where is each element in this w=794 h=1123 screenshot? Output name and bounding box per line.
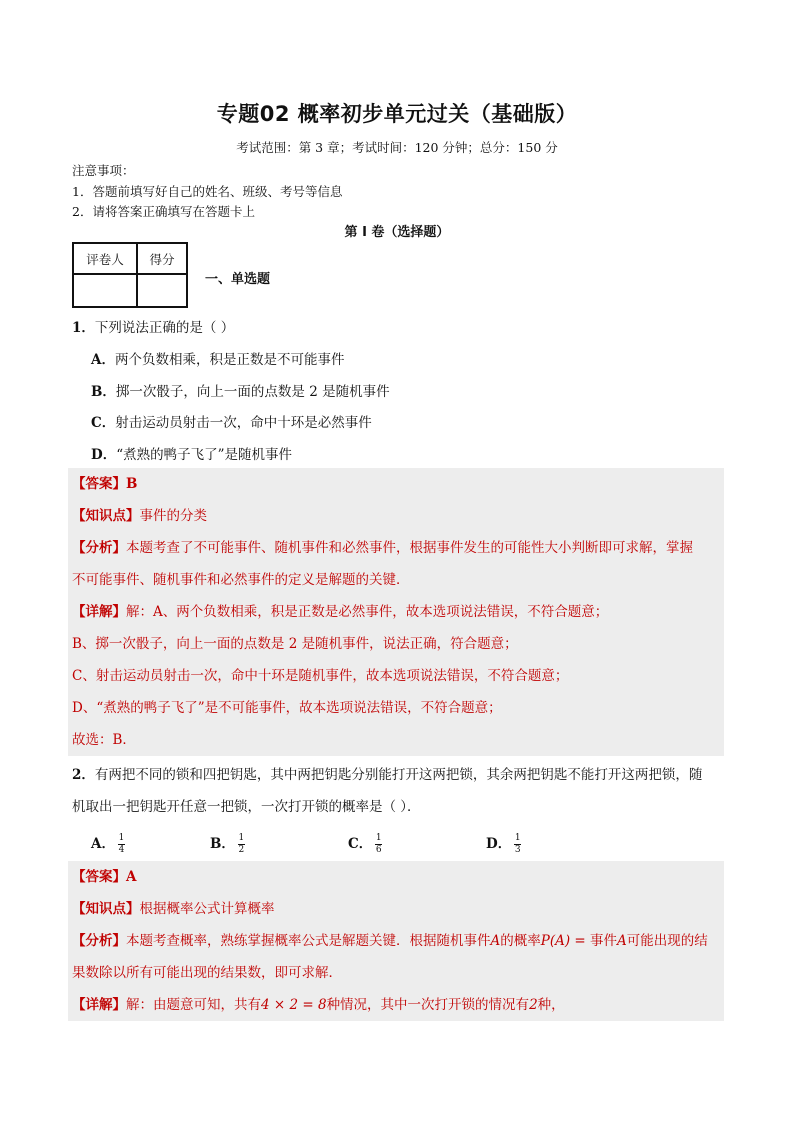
option-label: B． <box>91 384 116 400</box>
question-number: 2． <box>72 767 95 783</box>
option-text: 掷一次骰子，向上一面的点数是 2 是随机事件 <box>115 384 390 400</box>
answer-value: A <box>126 869 137 885</box>
analysis-text: 事件 <box>590 933 618 949</box>
q1-option-c <box>91 411 372 431</box>
answer-value: B <box>126 476 138 492</box>
exam-info: 考试范围：第 3 章；考试时间：120 分钟；总分：150 分 <box>236 140 558 155</box>
notes-heading: 注意事项： <box>72 163 135 178</box>
section-title: 一、单选题 <box>205 272 271 287</box>
detail-text: 种， <box>537 997 565 1013</box>
question-number: 1． <box>72 320 95 336</box>
fraction <box>238 834 245 855</box>
question-text: 有两把不同的锁和四把钥匙，其中两把钥匙分别能打开这两把锁，其余两把钥匙不能打开这两把锁，随 <box>94 767 703 783</box>
knowledge-tag: 【知识点】 <box>72 508 140 524</box>
numerator: 1 <box>238 833 245 843</box>
numerator: 1 <box>375 833 382 843</box>
detail-text: 解：由题意可知，共有 <box>126 997 261 1013</box>
denominator: 3 <box>514 845 521 855</box>
option-text: 两个负数相乘，积是正数是不可能事件 <box>114 352 345 368</box>
analysis-text: 本题考查概率，熟练掌握概率公式是解题关键．根据随机事件 <box>126 933 491 949</box>
analysis-line <box>68 532 724 564</box>
math-var: A <box>490 933 501 949</box>
q2-option-d <box>486 832 521 855</box>
q2-option-c <box>348 832 382 855</box>
q2-option-b <box>210 832 245 855</box>
analysis-line: 果数除以所有可能出现的结果数，即可求解． <box>72 965 342 981</box>
fraction <box>375 834 382 855</box>
analysis-text: 的概率 <box>500 933 541 949</box>
analysis-line: 不可能事件、随机事件和必然事件的定义是解题的关键． <box>72 572 410 588</box>
option-label: C． <box>91 415 116 431</box>
q1-option-b <box>91 380 390 400</box>
option-label: D． <box>91 447 117 463</box>
q2-option-a <box>91 832 125 855</box>
analysis-line <box>68 925 724 957</box>
knowledge-line <box>68 500 724 532</box>
option-text: 射击运动员射击一次，命中十环是必然事件 <box>115 415 372 431</box>
detail-line: D、“煮熟的鸭子飞了”是不可能事件，故本选项说法错误，不符合题意； <box>72 700 502 716</box>
detail-text: 种情况，其中一次打开锁的情况有 <box>326 997 530 1013</box>
question-2-stem-cont: 机取出一把钥匙开任意一把锁，一次打开锁的概率是（ ）． <box>72 799 421 815</box>
fraction <box>118 834 125 855</box>
detail-tag: 【详解】 <box>72 997 126 1013</box>
answer-line <box>68 468 724 500</box>
answer-tag: 【答案】 <box>72 869 126 885</box>
detail-tag: 【详解】 <box>72 604 126 620</box>
detail-line <box>68 596 724 628</box>
knowledge-line <box>68 893 724 925</box>
score-cell <box>137 274 187 307</box>
q1-option-a <box>91 348 344 368</box>
question-2-stem <box>72 763 702 783</box>
answer-line <box>68 861 724 893</box>
denominator: 6 <box>375 845 382 855</box>
numerator: 1 <box>514 833 521 843</box>
notes-item: 1．答题前填写好自己的姓名、班级、考号等信息 <box>72 183 343 199</box>
denominator: 2 <box>238 845 245 855</box>
option-label: A． <box>91 352 115 368</box>
answer-tag: 【答案】 <box>72 476 126 492</box>
page-title: 专题02 概率初步单元过关（基础版） <box>216 102 578 126</box>
math-var: A <box>617 933 627 949</box>
analysis-tag: 【分析】 <box>72 540 126 556</box>
numerator: 1 <box>118 833 125 843</box>
detail-text: 解：A、两个负数相乘，积是正数是必然事件，故本选项说法错误，不符合题意； <box>126 604 609 620</box>
score-header: 得分 <box>137 243 187 274</box>
detail-line <box>68 989 724 1021</box>
math-expr: 2 <box>529 997 538 1013</box>
detail-line: C、射击运动员射击一次，命中十环是随机事件，故本选项说法错误，不符合题意； <box>72 668 569 684</box>
denominator: 4 <box>118 845 125 855</box>
knowledge-text: 事件的分类 <box>139 508 207 524</box>
option-label: D． <box>486 836 512 852</box>
knowledge-tag: 【知识点】 <box>72 901 140 917</box>
option-label: B． <box>210 836 235 852</box>
option-text: “煮熟的鸭子飞了”是随机事件 <box>116 447 293 463</box>
fraction <box>514 834 521 855</box>
question-text: 下列说法正确的是（ ） <box>94 320 235 336</box>
grader-header: 评卷人 <box>73 243 137 274</box>
math-expr: P(A) = <box>540 933 591 949</box>
detail-line: B、掷一次骰子，向上一面的点数是 2 是随机事件，说法正确，符合题意； <box>72 636 518 652</box>
q2-solution-block <box>68 861 724 1021</box>
notes <box>72 161 342 223</box>
notes-item: 2．请将答案正确填写在答题卡上 <box>72 204 255 219</box>
math-expr: 4 × 2 = 8 <box>261 997 327 1013</box>
q1-solution-block <box>68 468 724 756</box>
volume-title: 第 I 卷（选择题） <box>344 225 450 240</box>
grader-table <box>72 242 188 308</box>
analysis-text: 本题考查了不可能事件、随机事件和必然事件，根据事件发生的可能性大小判断即可求解，掌握 <box>126 540 693 556</box>
option-label: C． <box>348 836 373 852</box>
question-1-stem <box>72 316 234 336</box>
option-label: A． <box>91 836 115 852</box>
q1-option-d <box>91 443 292 463</box>
detail-line: 故选：B． <box>72 732 136 748</box>
knowledge-text: 根据概率公式计算概率 <box>139 901 275 917</box>
analysis-text: 可能出现的结 <box>626 933 708 949</box>
grader-cell <box>73 274 137 307</box>
analysis-tag: 【分析】 <box>72 933 126 949</box>
